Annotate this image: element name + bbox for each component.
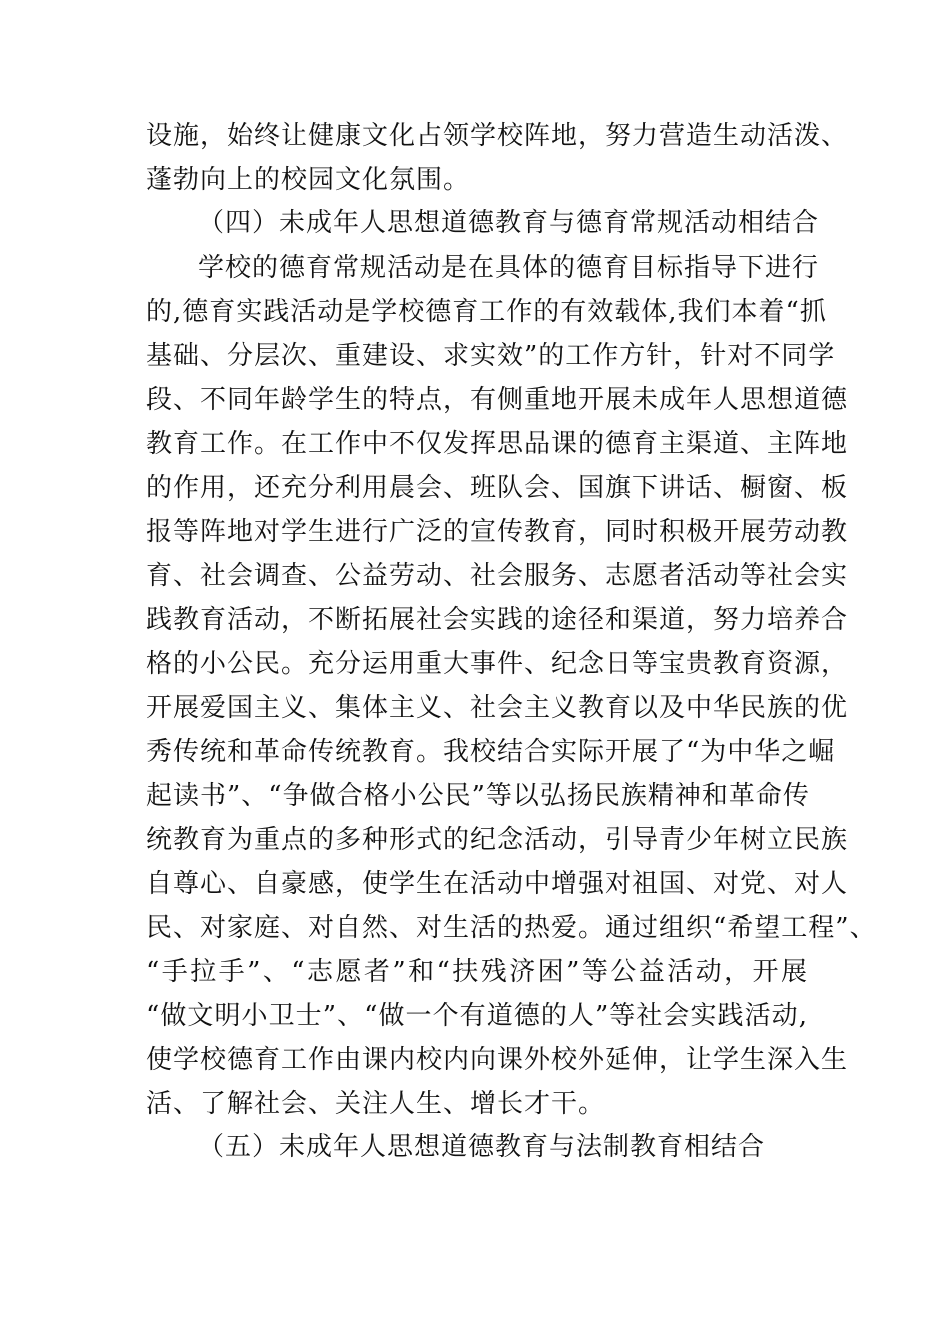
paragraph-line: 活、了解社会、关注人生、增长才干。 (146, 1089, 606, 1119)
paragraph-line: 教育工作。在工作中不仅发挥思品课的德育主渠道、主阵地 (146, 429, 849, 459)
paragraph-line: 自尊心、自豪感，使学生在活动中增强对祖国、对党、对人 (146, 869, 849, 899)
paragraph-line: 起读书”、“争做合格小公民”等以弘扬民族精神和革命传 (146, 781, 810, 811)
paragraph-line: 使学校德育工作由课内校内向课外校外延伸，让学生深入生 (146, 1045, 849, 1075)
paragraph-line: 民、对家庭、对自然、对生活的热爱。通过组织“希望工程”、 (146, 913, 877, 943)
paragraph-line: “手拉手”、“志愿者”和“扶残济困”等公益活动，开展 (146, 957, 808, 987)
paragraph-line: 学校的德育常规活动是在具体的德育目标指导下进行 (198, 253, 820, 283)
paragraph-line: 践教育活动，不断拓展社会实践的途径和渠道，努力培养合 (146, 605, 849, 635)
paragraph-line: 报等阵地对学生进行广泛的宣传教育，同时积极开展劳动教 (146, 517, 849, 547)
paragraph-line: 育、社会调查、公益劳动、社会服务、志愿者活动等社会实 (146, 561, 849, 591)
paragraph-line: 段、不同年龄学生的特点，有侧重地开展未成年人思想道德 (146, 385, 849, 415)
paragraph-line: 格的小公民。充分运用重大事件、纪念日等宝贵教育资源， (146, 649, 849, 679)
paragraph-line: “做文明小卫士”、“做一个有道德的人”等社会实践活动, (146, 1001, 808, 1031)
paragraph-line: 基础、分层次、重建设、求实效”的工作方针，针对不同学 (146, 341, 836, 371)
paragraph-line: 蓬勃向上的校园文化氛围。 (146, 165, 471, 195)
paragraph-line: 统教育为重点的多种形式的纪念活动，引导青少年树立民族 (146, 825, 849, 855)
paragraph-line: 开展爱国主义、集体主义、社会主义教育以及中华民族的优 (146, 693, 849, 723)
section-heading-5: （五）未成年人思想道德教育与法制教育相结合 (198, 1132, 766, 1162)
paragraph-line: 设施，始终让健康文化占领学校阵地，努力营造生动活泼、 (146, 121, 849, 151)
paragraph-line: 秀传统和革命传统教育。我校结合实际开展了“为中华之崛 (146, 737, 836, 767)
section-heading-4: （四）未成年人思想道德教育与德育常规活动相结合 (198, 208, 820, 238)
paragraph-line: 的,德育实践活动是学校德育工作的有效载体,我们本着“抓 (146, 297, 827, 327)
paragraph-line: 的作用，还充分利用晨会、班队会、国旗下讲话、橱窗、板 (146, 473, 849, 503)
